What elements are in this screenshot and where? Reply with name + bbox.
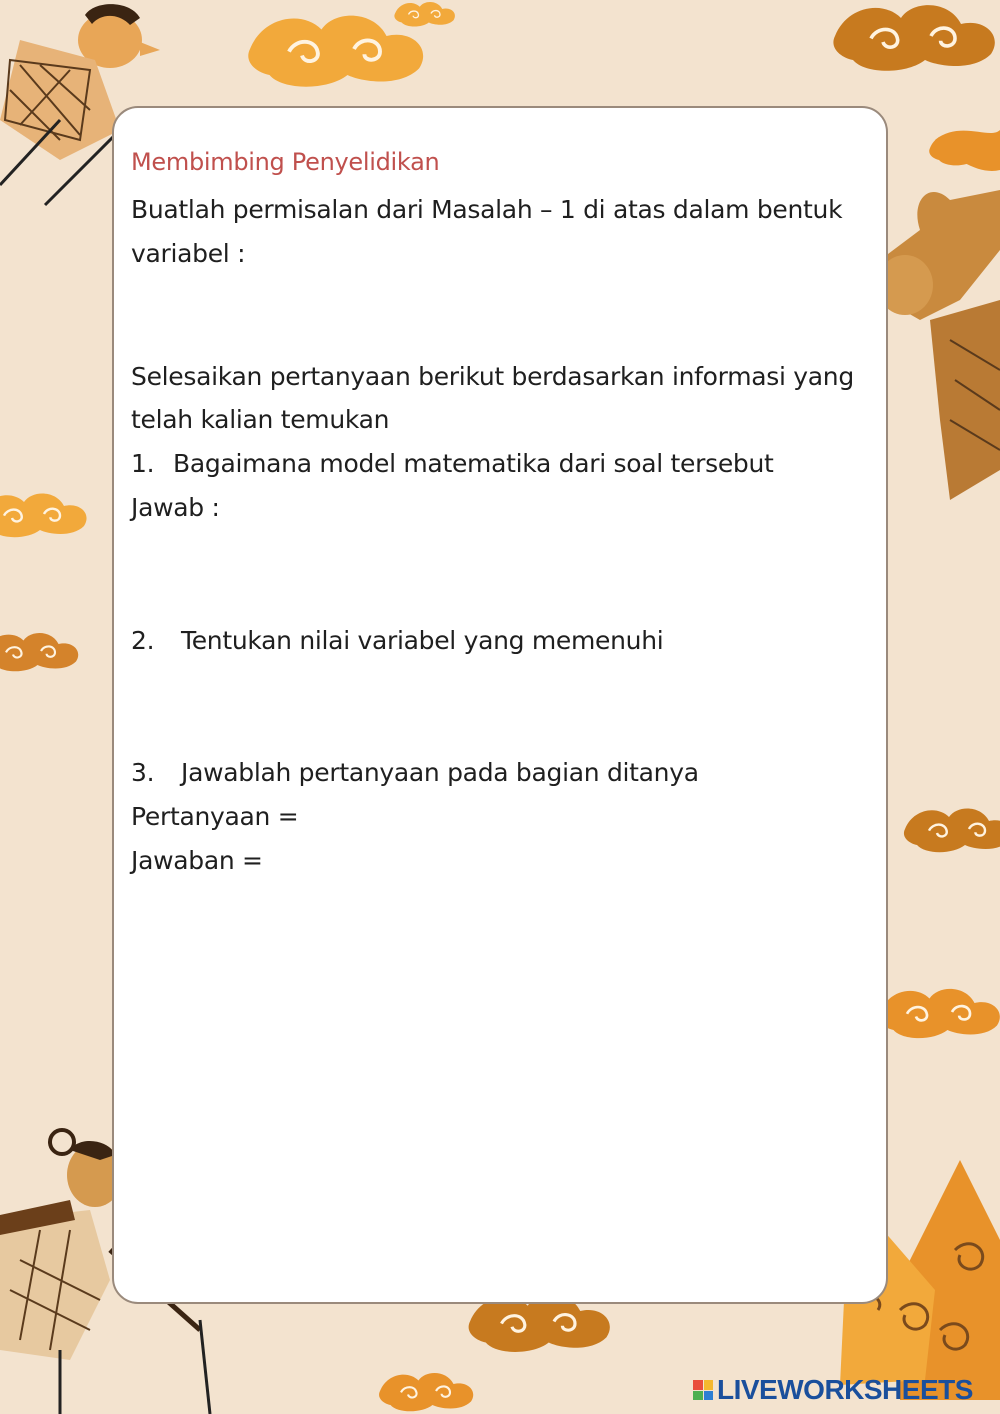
section-heading: Membimbing Penyelidikan: [131, 148, 440, 176]
instruction-line-1: Selesaikan pertanyaan berikut berdasarkan informasi yang: [131, 362, 854, 391]
question-text: Bagaimana model matematika dari soal tersebut: [173, 449, 774, 478]
intro-line-1: Buatlah permisalan dari Masalah – 1 di atas dalam bentuk: [131, 195, 843, 224]
mega-mendung-cloud-icon: [379, 1373, 473, 1411]
intro-line-2: variabel :: [131, 239, 246, 268]
question-number: 1.: [131, 449, 155, 478]
question-label: Pertanyaan =: [131, 802, 299, 831]
question-3: [131, 751, 699, 795]
question-1: [131, 442, 774, 486]
question-text: Jawablah pertanyaan pada bagian ditanya: [181, 758, 699, 787]
liveworksheets-logo[interactable]: [693, 1372, 973, 1408]
mega-mendung-cloud-icon: [0, 633, 78, 671]
mega-mendung-cloud-icon: [394, 2, 455, 27]
worksheet-card: [112, 106, 888, 1304]
question-number: 2.: [131, 626, 155, 655]
question-number: 3.: [131, 758, 155, 787]
instruction-line-2: telah kalian temukan: [131, 405, 390, 434]
question-2: [131, 619, 663, 663]
answer-label: Jawab :: [131, 493, 220, 522]
liveworksheets-logo-icon: [693, 1380, 713, 1400]
mega-mendung-cloud-icon: [879, 989, 1000, 1038]
mega-mendung-cloud-icon: [833, 5, 994, 71]
mega-mendung-cloud-icon: [248, 16, 423, 87]
answer-label-2: Jawaban =: [131, 846, 263, 875]
mega-mendung-cloud-icon: [904, 808, 1000, 852]
liveworksheets-logo-text: LIVEWORKSHEETS: [717, 1374, 973, 1405]
mega-mendung-cloud-icon: [0, 493, 87, 537]
question-text: Tentukan nilai variabel yang memenuhi: [181, 626, 664, 655]
